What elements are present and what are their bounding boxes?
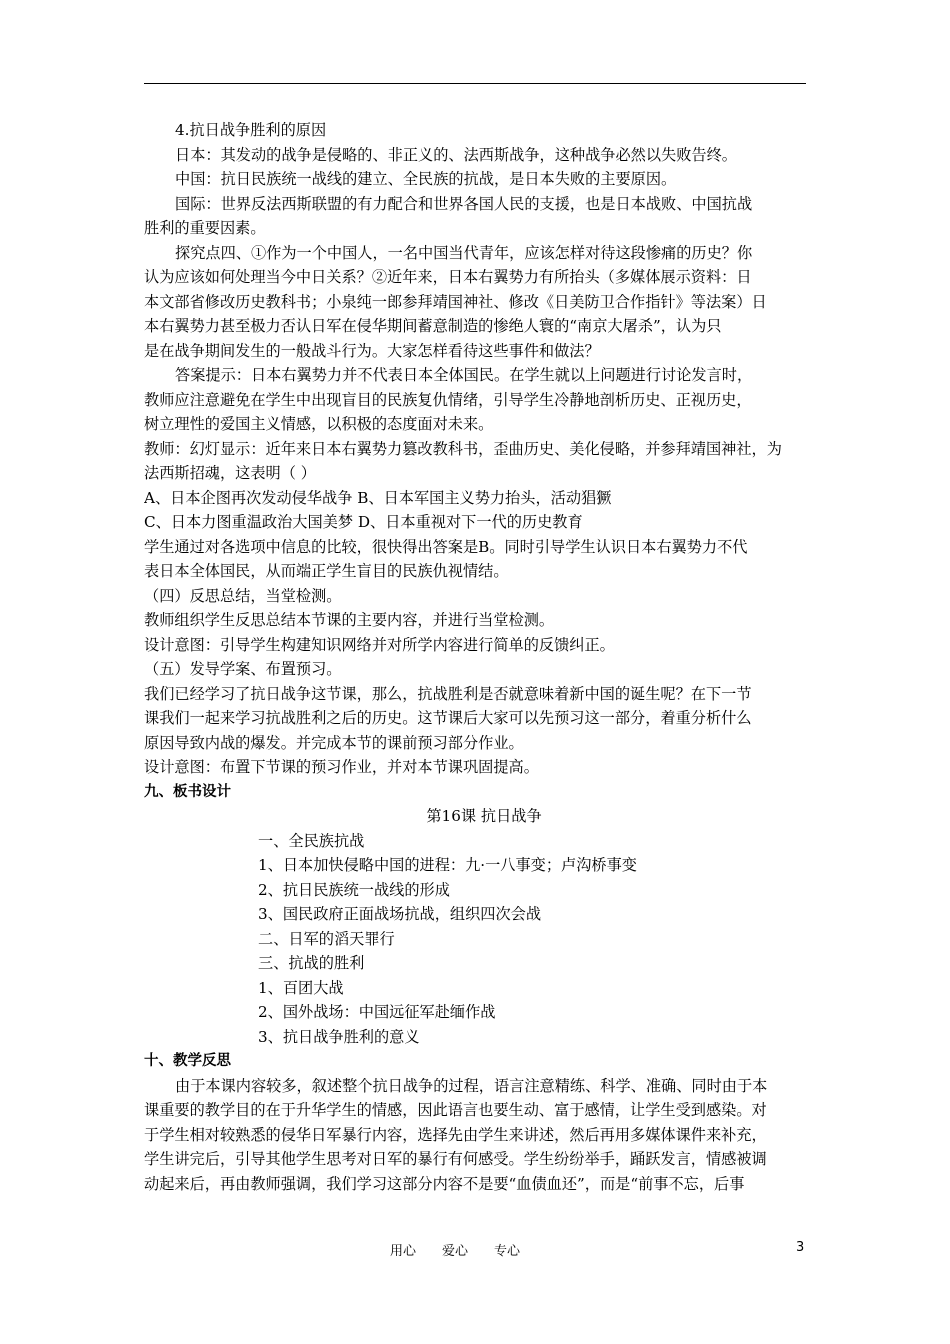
text-line: 树立理性的爱国主义情感，以积极的态度面对未来。 [144,415,494,433]
section-heading: 九、板书设计 [144,783,231,800]
footer-motto-word: 用心 [390,1244,417,1259]
text-line: （五）发导学案、布置预习。 [144,660,342,678]
text-line: 表日本全体国民，从而端正学生盲目的民族仇视情结。 [144,562,509,580]
text-line: 原因导致内战的爆发。并完成本节的课前预习部分作业。 [144,733,524,752]
text-line: 课重要的教学目的在于升华学生的情感，因此语言也要生动、富于感情，让学生受到感染。对 [144,1101,767,1119]
text-line: （四）反思总结，当堂检测。 [144,586,342,605]
text-line: 本右翼势力甚至极力否认日军在侵华期间蓄意制造的惨绝人寰的“南京大屠杀”，认为只 [144,317,722,335]
board-outline-item: 1、日本加快侵略中国的进程：九·一八事变；卢沟桥事变 [258,856,637,874]
footer-motto-word: 专心 [494,1244,521,1259]
board-outline-item: 3、抗日战争胜利的意义 [258,1027,420,1046]
text-line: 学生通过对各选项中信息的比较，很快得出答案是B。同时引导学生认识日本右翼势力不代 [144,537,748,556]
text-line: 由于本课内容较多，叙述整个抗日战争的过程，语言注意精练、科学、准确、同时由于本 [175,1076,768,1095]
text-line: 设计意图：布置下节课的预习作业，并对本节课巩固提高。 [144,758,539,776]
text-line: 4.抗日战争胜利的原因 [175,121,327,139]
page-number: 3 [796,1240,805,1255]
text-line: 教师：幻灯显示：近年来日本右翼势力篡改教科书，歪曲历史、美化侵略，并参拜靖国神社，为 [144,439,782,458]
board-title: 第16课 抗日战争 [426,807,542,825]
footer-motto-word: 爱心 [442,1244,469,1259]
text-line: C、日本力图重温政治大国美梦 D、日本重视对下一代的历史教育 [144,513,583,531]
text-line: 答案提示：日本右翼势力并不代表日本全体国民。在学生就以上问题进行讨论发言时， [175,366,753,384]
text-line: 本文部省修改历史教科书；小泉纯一郎参拜靖国神社、修改《日美防卫合作指针》等法案）日 [144,292,767,311]
text-line: 中国：抗日民族统一战线的建立、全民族的抗战，是日本失败的主要原因。 [175,170,677,188]
text-line: A、日本企图再次发动侵华战争 B、日本军国主义势力抬头，活动猖獗 [144,488,612,507]
text-line: 探究点四、①作为一个中国人，一名中国当代青年，应该怎样对待这段惨痛的历史？你 [175,243,753,262]
board-outline-item: 2、抗日民族统一战线的形成 [258,880,450,899]
text-line: 教师应注意避免在学生中出现盲目的民族复仇情绪，引导学生冷静地剖析历史、正视历史， [144,390,752,409]
text-line: 教师组织学生反思总结本节课的主要内容，并进行当堂检测。 [144,611,555,629]
board-outline-item: 一、全民族抗战 [258,831,365,850]
text-line: 学生讲完后，引导其他学生思考对日军的暴行有何感受。学生纷纷举手，踊跃发言，情感被调 [144,1150,767,1168]
text-line: 设计意图：引导学生构建知识网络并对所学内容进行简单的反馈纠正。 [144,635,615,654]
board-outline-item: 1、百团大战 [258,978,344,997]
text-line: 日本：其发动的战争是侵略的、非正义的、法西斯战争，这种战争必然以失败告终。 [175,145,737,164]
footer-motto [390,1240,546,1259]
text-line: 法西斯招魂，这表明（ ） [144,464,316,482]
board-outline-item: 3、国民政府正面战场抗战，组织四次会战 [258,905,542,923]
board-outline-item: 三、抗战的胜利 [258,954,365,972]
board-outline-item: 二、日军的滔天罪行 [258,929,395,948]
text-line: 胜利的重要因素。 [144,219,266,237]
page-footer [0,1240,950,1260]
header-rule [144,83,806,84]
text-line: 我们已经学习了抗日战争这节课，那么，抗战胜利是否就意味着新中国的诞生呢？在下一节 [144,684,752,703]
board-outline-item: 2、国外战场：中国远征军赴缅作战 [258,1003,496,1021]
text-line: 动起来后，再由教师强调，我们学习这部分内容不是要“血债血还”，而是“前事不忘，后事 [144,1174,745,1193]
text-line: 国际：世界反法西斯联盟的有力配合和世界各国人民的支援，也是日本战败、中国抗战 [175,194,753,213]
text-line: 是在战争期间发生的一般战斗行为。大家怎样看待这些事件和做法？ [144,341,600,360]
document-body [144,118,810,1196]
text-line: 于学生相对较熟悉的侵华日军暴行内容，选择先由学生来讲述，然后再用多媒体课件来补充， [144,1125,767,1144]
section-heading: 十、教学反思 [144,1053,231,1069]
text-line: 认为应该如何处理当今中日关系？②近年来，日本右翼势力有所抬头（多媒体展示资料：日 [144,268,752,286]
text-line: 课我们一起来学习抗战胜利之后的历史。这节课后大家可以先预习这一部分，着重分析什么 [144,709,752,727]
